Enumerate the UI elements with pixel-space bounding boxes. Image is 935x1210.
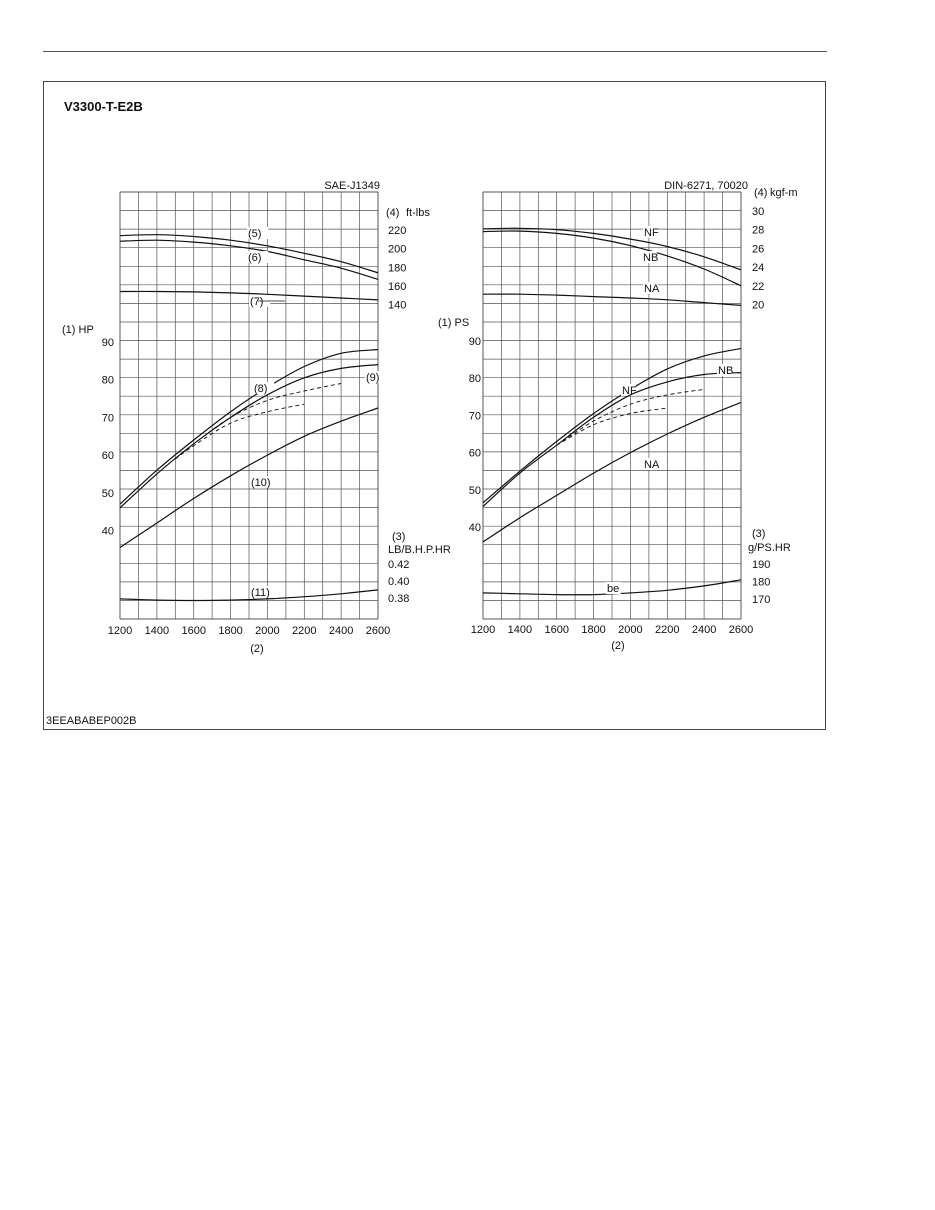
left-x-tick-label: 1200: [107, 625, 133, 637]
left-power-tick-label: 40: [101, 525, 114, 538]
left-curve-label: (9): [366, 372, 380, 384]
left-standard-label: SAE-J1349: [324, 180, 380, 192]
right-torque-axis-unit: kgf-m: [770, 187, 798, 199]
left-x-tick-label: 2600: [365, 625, 391, 637]
left-torque-tick-label: 180: [388, 262, 407, 275]
right-torque-tick-label: 30: [752, 206, 765, 218]
left-curve-label: (11): [251, 587, 270, 599]
right-curve-label: NA: [644, 283, 660, 295]
left-x-tick-label: 1600: [181, 625, 206, 637]
figure-code: 3EEABABEP002B: [46, 715, 137, 727]
right-x-tick-label: 1200: [470, 624, 496, 636]
left-torque-tick-label: 160: [388, 280, 407, 293]
right-torque-tick-label: 20: [752, 299, 765, 312]
right-torque-tick-label: 22: [752, 280, 765, 293]
left-x-tick-label: 1800: [218, 625, 243, 637]
left-x-tick-label: 2400: [328, 625, 354, 637]
left-torque-tick-label: 140: [388, 299, 407, 312]
left-power-axis-label: (1) HP: [62, 324, 94, 336]
right-torque-tick-label: 24: [752, 262, 765, 275]
right-fuel-tick-label: 190: [752, 559, 771, 571]
left-x-tick-label: 2200: [292, 625, 317, 637]
right-x-tick-label: 1600: [544, 624, 569, 636]
right-fuel-tick-label: 170: [752, 594, 771, 606]
right-fuel-axis-index: (3): [752, 528, 766, 540]
right-x-axis-label: (2): [611, 640, 625, 652]
right-power-tick-label: 60: [468, 447, 481, 460]
left-fuel-tick-label: 0.40: [388, 576, 410, 588]
right-torque-axis-index: (4): [754, 187, 768, 199]
right-fuel-axis-unit: g/PS.HR: [748, 542, 791, 554]
right-power-tick-label: 90: [468, 336, 481, 348]
right-power-axis-label: (1) PS: [438, 317, 470, 329]
left-fuel-axis-index: (3): [392, 531, 406, 543]
right-curve-label: be: [607, 583, 620, 595]
left-x-axis-label: (2): [250, 643, 264, 655]
right-power-tick-label: 80: [468, 373, 481, 386]
right-curve-label: NB: [718, 365, 734, 377]
right-power-tick-label: 70: [468, 410, 481, 423]
left-curve-label: (5): [248, 228, 262, 240]
right-power-tick-label: 40: [468, 522, 481, 534]
left-torque-tick-label: 220: [388, 225, 407, 237]
right-x-tick-label: 2000: [618, 624, 643, 636]
right-x-tick-label: 2400: [691, 624, 717, 636]
left-torque-axis-unit: ft-lbs: [406, 207, 430, 219]
right-x-tick-label: 1400: [507, 624, 533, 636]
right-curve-label: NB: [643, 252, 659, 264]
right-x-tick-label: 1800: [581, 624, 606, 636]
right-x-tick-label: 2600: [728, 624, 754, 636]
left-torque-axis-index: (4): [386, 207, 400, 219]
right-fuel-tick-label: 180: [752, 576, 771, 589]
left-power-tick-label: 90: [101, 337, 114, 349]
left-x-tick-label: 1400: [144, 625, 170, 637]
left-curve-label: (7): [250, 296, 264, 308]
left-curve-label: (8): [254, 383, 268, 395]
right-power-tick-label: 50: [468, 484, 481, 497]
left-fuel-tick-label: 0.38: [388, 593, 410, 605]
left-curve-label: (10): [251, 477, 271, 489]
right-torque-tick-label: 28: [752, 224, 765, 237]
right-x-tick-label: 2200: [655, 624, 680, 636]
left-x-tick-label: 2000: [255, 625, 280, 637]
left-torque-tick-label: 200: [388, 243, 407, 256]
right-curve-label: NF: [622, 385, 637, 397]
model-title: V3300-T-E2B: [64, 99, 143, 114]
left-power-tick-label: 70: [101, 412, 114, 425]
left-power-tick-label: 80: [101, 374, 114, 387]
left-fuel-tick-label: 0.42: [388, 559, 410, 571]
right-standard-label: DIN-6271, 70020: [664, 180, 748, 192]
left-fuel-axis-unit: LB/B.H.P.HR: [388, 544, 451, 556]
left-power-tick-label: 50: [101, 487, 114, 500]
right-curve-label: NF: [644, 227, 659, 239]
left-power-tick-label: 60: [101, 450, 114, 463]
right-curve-label: NA: [644, 459, 660, 471]
right-torque-tick-label: 26: [752, 243, 765, 256]
left-curve-label: (6): [248, 252, 262, 264]
